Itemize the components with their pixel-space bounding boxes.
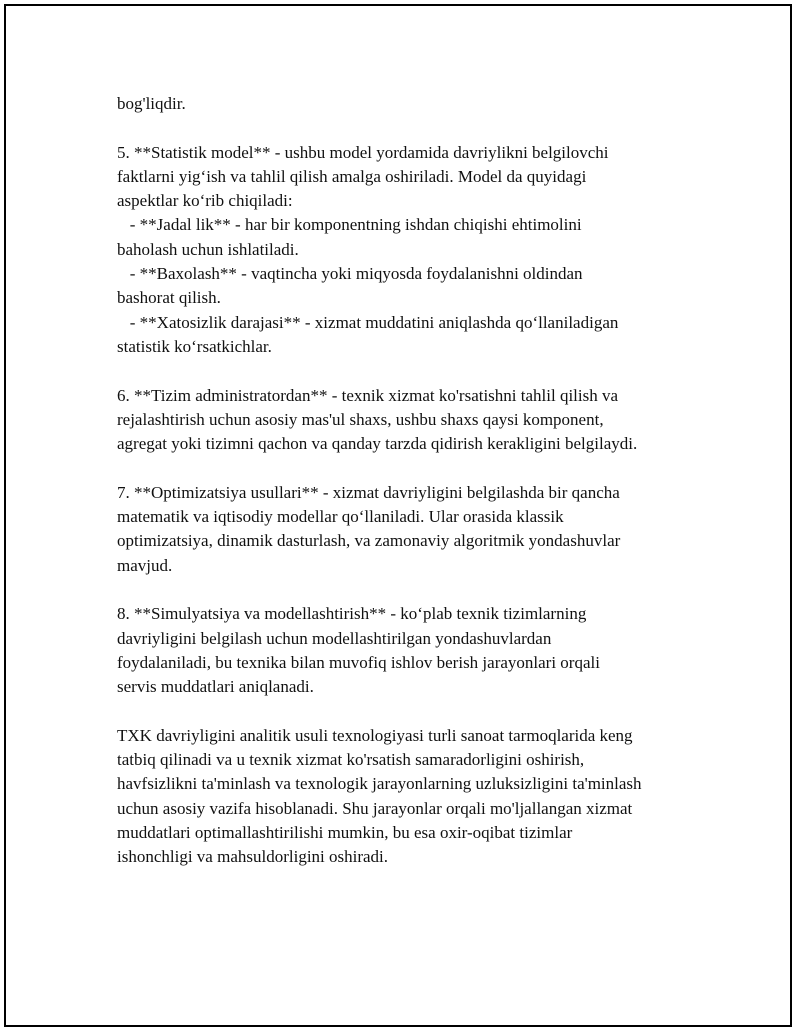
text-line: servis muddatlari aniqlanadi. [117, 677, 314, 697]
text-line: ishonchligi va mahsuldorligini oshiradi. [117, 847, 389, 867]
document-body [117, 92, 717, 870]
text-line: bog'liqdir. [117, 94, 186, 113]
text-line: rejalashtirish uchun asosiy mas'ul shaxs, ushbu shaxs qaysi komponent, [117, 409, 604, 429]
text-line: mavjud. [117, 555, 173, 575]
text-line: baholash uchun ishlatiladi. [117, 239, 299, 259]
blank-line [117, 116, 717, 140]
text-line: muddatlari optimallashtirilishi mumkin, bu esa oxir-oqibat tizimlar [117, 822, 573, 842]
text-line: uchun asosiy vazifa hisoblanadi. Shu jarayonlar orqali mo'ljallangan xizmat [117, 798, 633, 818]
blank-line [117, 359, 717, 383]
text-line: - **Jadal lik** - har bir komponentning ishdan chiqishi ehtimolini [117, 215, 582, 235]
text-line: aspektlar ko‘rib chiqiladi: [117, 191, 293, 211]
text-line: - **Xatosizlik darajasi** - xizmat muddatini aniqlashda qo‘llaniladigan [117, 312, 619, 332]
text-line: tatbiq qilinadi va u texnik xizmat ko'rsatish samaradorligini oshirish, [117, 750, 585, 770]
text-line: optimizatsiya, dinamik dasturlash, va zamonaviy algoritmik yondashuvlar [117, 531, 621, 551]
blank-line [117, 699, 717, 723]
text-line: foydalaniladi, bu texnika bilan muvofiq ishlov berish jarayonlari orqali [117, 652, 600, 672]
text-line: 7. **Optimizatsiya usullari** - xizmat davriyligini belgilashda bir qancha [117, 482, 620, 502]
text-line: TXK davriyligini analitik usuli texnologiyasi turli sanoat tarmoqlarida keng [117, 725, 633, 745]
blank-line [117, 456, 717, 480]
text-line: 6. **Tizim administratordan** - texnik xizmat ko'rsatishni tahlil qilish va [117, 385, 619, 405]
text-line: 5. **Statistik model** - ushbu model yordamida davriylikni belgilovchi [117, 142, 609, 162]
text-line: 8. **Simulyatsiya va modellashtirish** - ko‘plab texnik tizimlarning [117, 604, 587, 624]
text-line: bashorat qilish. [117, 288, 221, 308]
text-line: statistik ko‘rsatkichlar. [117, 336, 272, 356]
blank-line [117, 578, 717, 602]
text-line: faktlarni yig‘ish va tahlil qilish amalga oshiriladi. Model da quyidagi [117, 166, 587, 186]
text-line: - **Baxolash** - vaqtincha yoki miqyosda foydalanishni oldindan [117, 264, 583, 284]
text-line: havfsizlikni ta'minlash va texnologik jarayonlarning uzluksizligini ta'minlash [117, 774, 642, 794]
text-line: davriyligini belgilash uchun modellashtirilgan yondashuvlardan [117, 628, 552, 648]
text-line: agregat yoki tizimni qachon va qanday tarzda qidirish kerakligini belgilaydi. [117, 434, 638, 454]
text-line: matematik va iqtisodiy modellar qo‘llaniladi. Ular orasida klassik [117, 507, 564, 527]
